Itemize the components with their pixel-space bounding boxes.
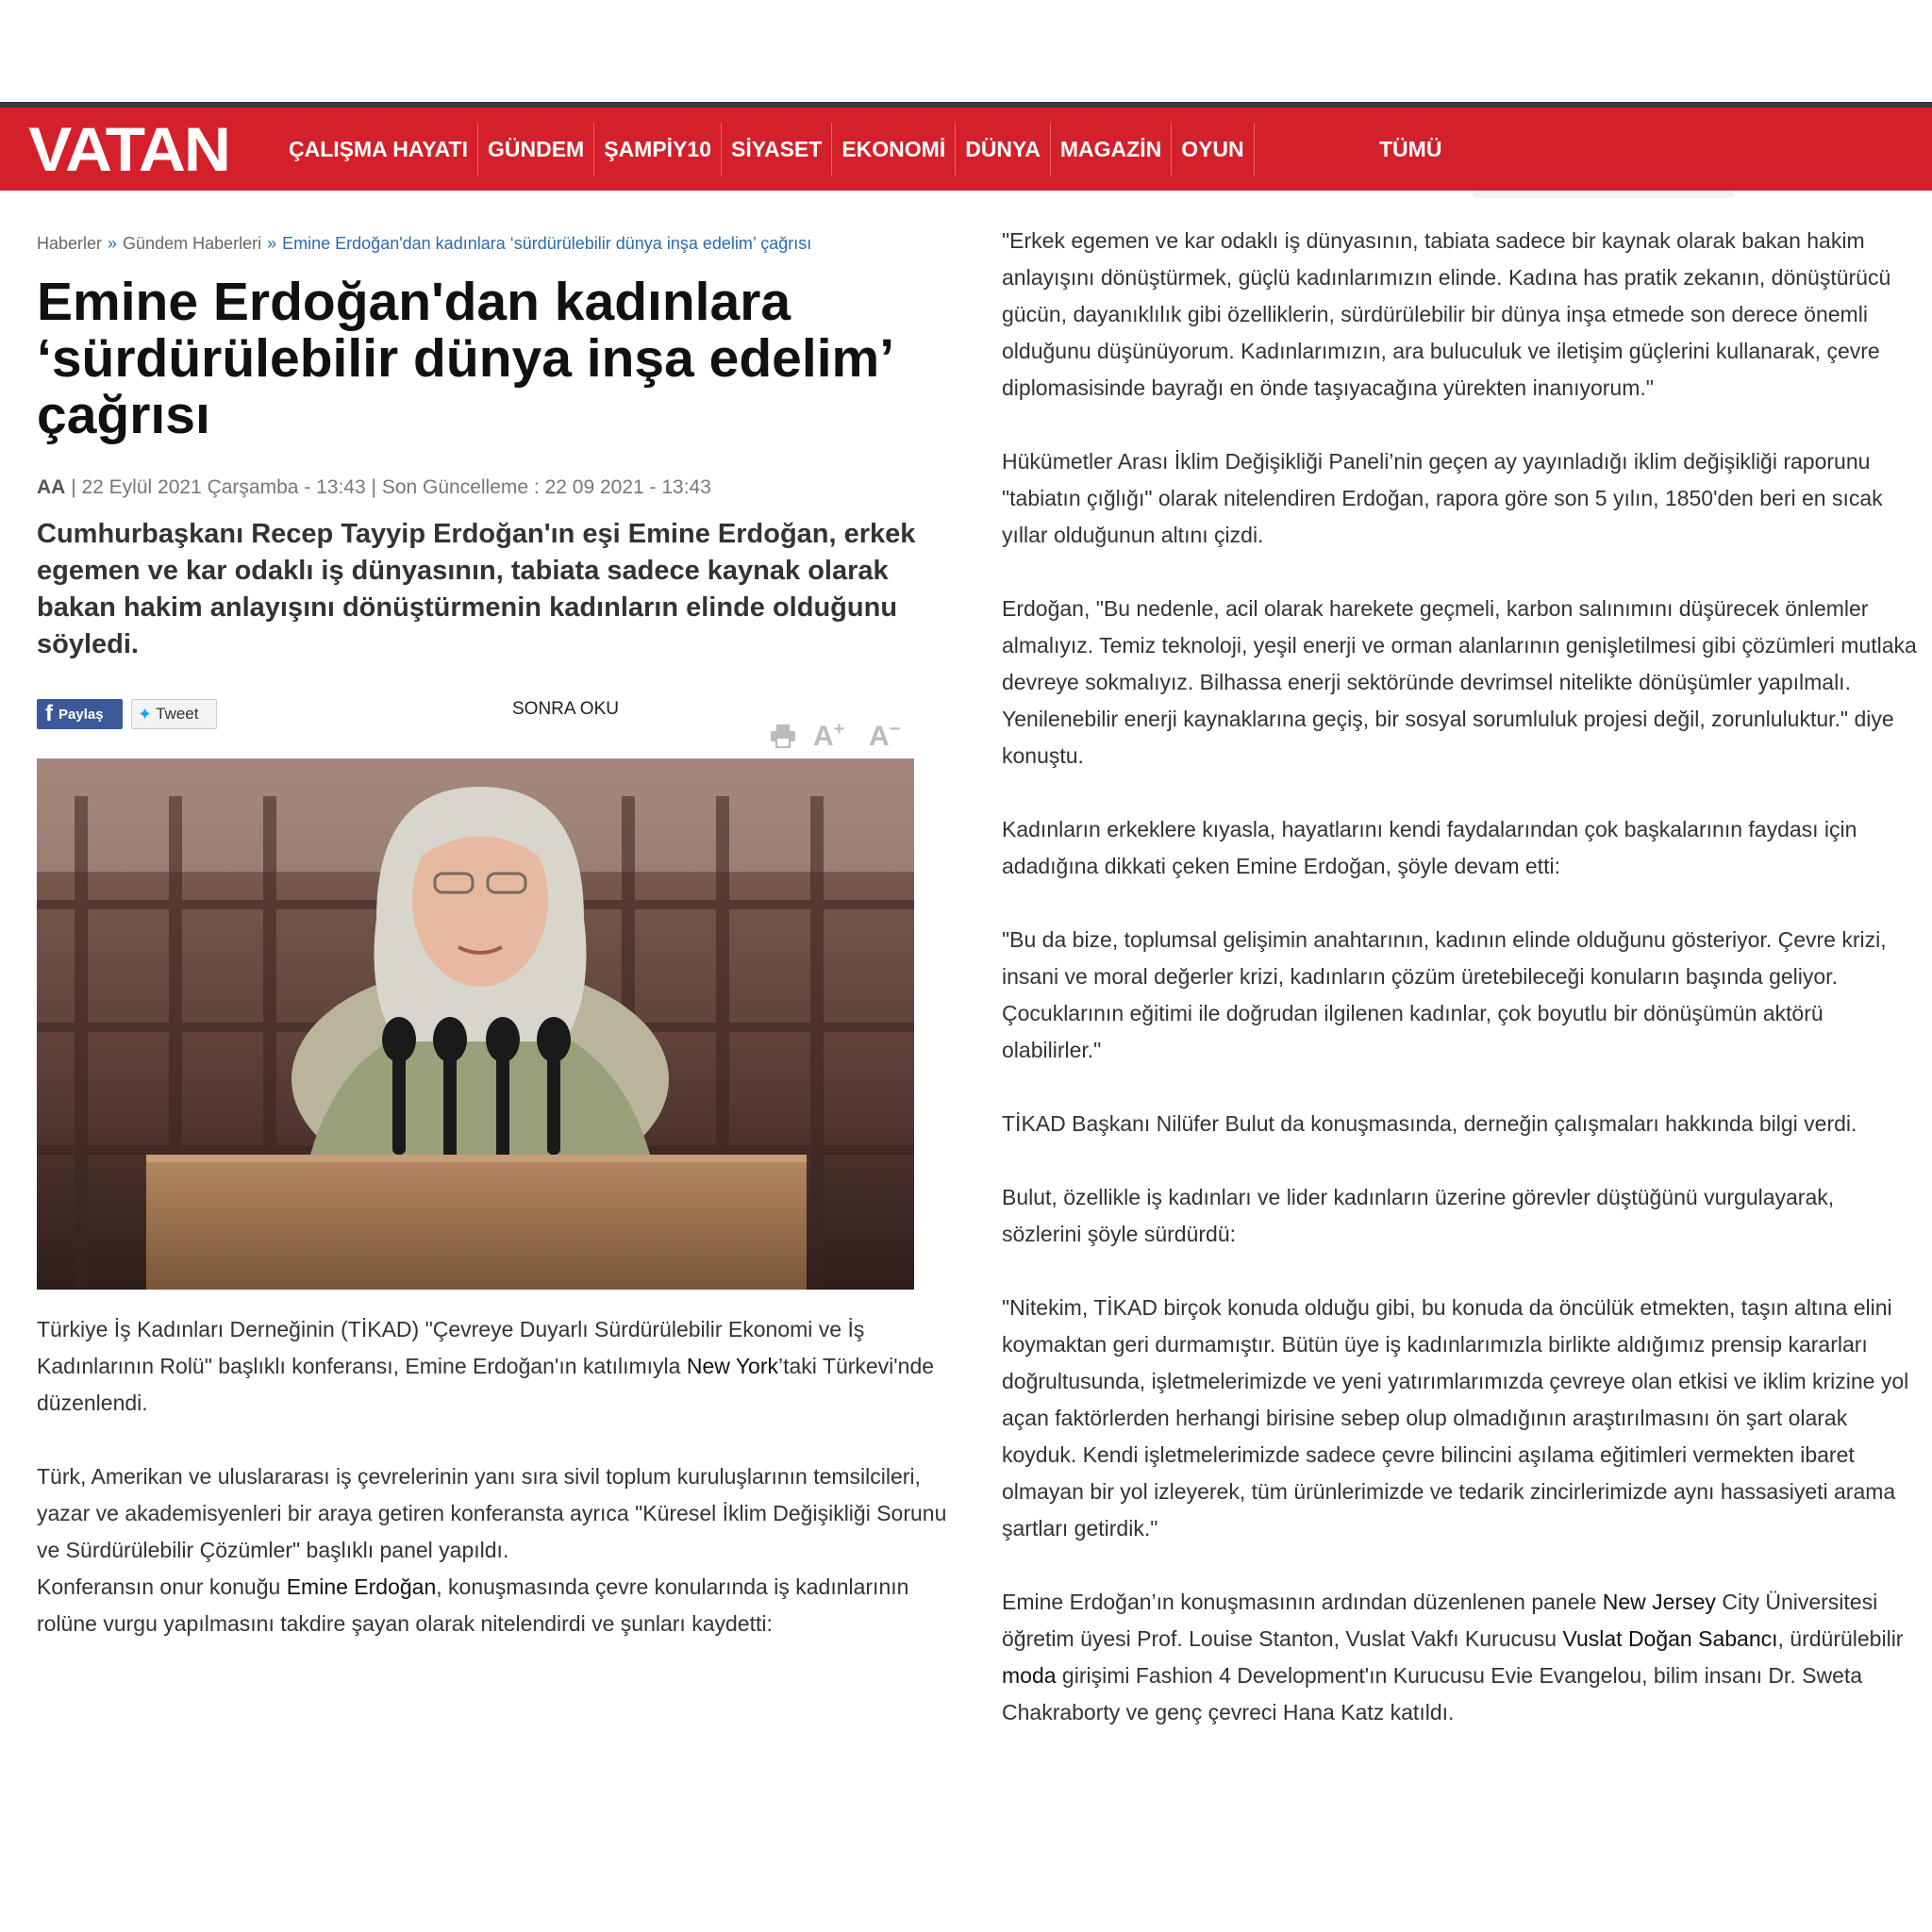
meta-separator: | [371, 476, 382, 498]
breadcrumb-separator: » [267, 234, 277, 253]
body-paragraph: TİKAD Başkanı Nilüfer Bulut da konuşmasında, derneğin çalışmaları hakkında bilgi verdi. [1002, 1111, 1857, 1136]
emine-erdogan-link[interactable]: Emine Erdoğan [286, 1574, 437, 1599]
breadcrumb-haberler[interactable]: Haberler [37, 234, 103, 253]
article-source: AA [37, 476, 66, 498]
nav-item-gundem[interactable]: GÜNDEM [478, 123, 594, 175]
vuslat-dogan-sabanci-link[interactable]: Vuslat Doğan Sabancı [1562, 1626, 1778, 1651]
plus-icon: + [833, 719, 845, 740]
body-paragraph [37, 1311, 961, 1422]
body-text: , ürdürülebilir [1777, 1626, 1904, 1651]
body-text: Emine Erdoğan’ın konuşmasının ardından düzenlenen panele [1002, 1590, 1603, 1614]
article-body-right [1002, 223, 1917, 1768]
meta-separator: | [71, 476, 82, 498]
body-paragraph: Kadınların erkeklere kıyasla, hayatlarını kendi faydalarından çok başkalarının faydası için adadığına dikkati çeken Emine Erdoğan, şöyle devam etti: [1002, 817, 1857, 878]
font-decrease-button[interactable] [869, 719, 900, 753]
body-paragraph: "Erkek egemen ve kar odaklı iş dünyasının, tabiata sadece bir kaynak olarak bakan hakim anlayışını dönüştürmek, güçlü kadınlarımızın elinde. Kadına has pratik zekanın, dönüştürücü gücün, dayanıklılık gibi özelliklerin, sürdürülebilir bir dünya inşa etmede son derece önemli olduğunu düşünüyorum. Kadınlarımızın, ara buluculuk ve iletişim güçlerini kullanarak, çevre diplomasisinde bayrağı en önde taşıyacağına yürekten inanıyorum." [1002, 228, 1891, 400]
article-body-left [37, 1311, 961, 1642]
body-text: girişimi Fashion 4 Development'ın Kurucusu Evie Evangelou, bilim insanı Dr. Sweta Chakraborty ve genç çevreci Hana Katz katıldı. [1002, 1663, 1863, 1724]
tweet-button[interactable] [131, 699, 217, 729]
nav-menu [270, 123, 1255, 175]
nav-item-magazin[interactable]: MAGAZİN [1051, 123, 1172, 175]
top-whitespace [0, 0, 1932, 102]
body-text: Türkiye İş Kadınları Derneğinin (TİKAD) "Çevreye Duyarlı Sürdürülebilir Ekonomi ve İş Kadınlarının Rolü" başlıklı konferansı, Emine Erdoğan'ın katılımıyla [37, 1317, 865, 1378]
nav-item-calisma-hayati[interactable]: ÇALIŞMA HAYATI [270, 123, 478, 175]
facebook-icon: f [45, 701, 53, 726]
facebook-share-button[interactable] [37, 699, 123, 729]
font-decrease-label: A [869, 721, 890, 752]
new-jersey-link[interactable]: New Jersey [1602, 1590, 1716, 1614]
vatan-logo[interactable]: VATAN [28, 114, 229, 184]
main-navbar [0, 108, 1932, 191]
nav-item-siyaset[interactable]: SİYASET [722, 123, 832, 175]
breadcrumb-gundem-haberleri[interactable]: Gündem Haberleri [123, 234, 262, 253]
body-text: Konferansın onur konuğu [37, 1574, 287, 1599]
nav-item-ekonomi[interactable]: EKONOMİ [832, 123, 956, 175]
article-updated: Son Güncelleme : 22 09 2021 - 13:43 [381, 476, 711, 498]
body-paragraph [37, 1458, 961, 1642]
body-text: Türk, Amerikan ve uluslararası iş çevrelerinin yanı sıra sivil toplum kuruluşlarının temsilcileri, yazar ve akademisyenleri bir araya getiren konferansta ayrıca "Küresel İklim Değişikliği Sorunu ve Sürdürülebilir Çözümler" başlıklı panel yapıldı. [37, 1464, 947, 1562]
twitter-bird-icon: ✦ [138, 704, 153, 724]
moda-link[interactable]: moda [1002, 1663, 1057, 1688]
facebook-share-label: Paylaş [58, 706, 104, 723]
body-text: , konuşmasında çevre konularında iş kadınlarının rolüne vurgu yapılmasını takdire şayan olarak nitelendirdi ve şunları kaydetti: [37, 1574, 909, 1636]
nav-item-oyun[interactable]: OYUN [1172, 123, 1254, 175]
tweet-label: Tweet [156, 705, 199, 723]
body-paragraph: Hükümetler Arası İklim Değişikliği Paneli’nin geçen ay yayınladığı iklim değişikliği raporunu "tabiatın çığlığı" olarak nitelendiren Erdoğan, rapora göre son 5 yılın, 1850'den beri en sıcak yıllar olduğunun altını çizdi. [1002, 449, 1883, 547]
breadcrumb-current[interactable]: Emine Erdoğan'dan kadınlara ‘sürdürülebilir dünya inşa edelim’ çağrısı [282, 234, 812, 253]
article-date: 22 Eylül 2021 Çarşamba - 13:43 [81, 476, 366, 498]
article-lead: Cumhurbaşkanı Recep Tayyip Erdoğan'ın eşi Emine Erdoğan, erkek egemen ve kar odaklı iş dünyasının, tabiata sadece kaynak olarak bakan hakim anlayışını dönüştürmenin kadınların elinde olduğunu söyledi. [37, 519, 916, 659]
body-paragraph: "Nitekim, TİKAD birçok konuda olduğu gibi, bu konuda da öncülük etmekten, taşın altına elini koymaktan geri durmamıştır. Bütün üye iş kadınlarımızla birlikte aldığımız prensip kararları doğrultusunda, işletmelerimizde ve yeni yatırımlarımızda çevreye olan etkisi ve iklim krizine yol açan faktörlerden herhangi birisine sebep olup olmadığının araştırılmasını ön şart olarak koyduk. Kendi işletmelerimizde sadece çevre bilincini aşılama eğitimleri vermekten ibaret olmayan bir yol izleyerek, tüm ürünlerimizde ve tedarik zincirlerimizde aynı hassasiyeti arama şartları getirdik." [1002, 1295, 1909, 1541]
breadcrumb [37, 234, 811, 254]
body-text: ’taki Türkevi'nde düzenlendi. [37, 1354, 935, 1415]
article-meta [37, 476, 711, 499]
body-paragraph: Erdoğan, "Bu nedenle, acil olarak harekete geçmeli, karbon salınımını düşürecek önlemler almalıyız. Temiz teknoloji, yeşil enerji ve orman alanlarının genişletilmesi gibi çözümleri mutlaka devreye sokmalıyız. Bilhassa enerji sektöründe devrimsel nitelikte dönüşümler yapılmalı. Yenilenebilir enerji kaynaklarına geçiş, bir sosyal sorumluluk projesi değil, zorunluluktur." diye konuştu. [1002, 596, 1917, 768]
body-text: City Üniversitesi öğretim üyesi Prof. Louise Stanton, Vuslat Vakfı Kurucusu [1002, 1590, 1878, 1651]
nav-dropdown-shadow [1474, 191, 1734, 198]
font-increase-button[interactable] [813, 719, 844, 753]
nav-item-tumu[interactable]: TÜMÜ [1379, 137, 1442, 161]
breadcrumb-separator: » [108, 234, 118, 253]
nav-item-sampiy10[interactable]: ŞAMPİY10 [594, 123, 722, 175]
minus-icon: − [889, 719, 901, 740]
article-photo [37, 758, 914, 1290]
article-title: Emine Erdoğan'dan kadınlara ‘sürdürülebilir dünya inşa edelim’ çağrısı [37, 272, 891, 445]
read-later-button[interactable]: SONRA OKU [512, 699, 619, 719]
nav-item-dunya[interactable]: DÜNYA [956, 123, 1051, 175]
body-paragraph [1002, 1584, 1917, 1731]
print-icon[interactable] [770, 724, 796, 748]
body-paragraph: "Bu da bize, toplumsal gelişimin anahtarının, kadının elinde olduğunu gösteriyor. Çevre krizi, insani ve moral değerler krizi, kadınların çözüm üretebileceği konuların başında geliyor. Çocuklarının eğitimi ile doğrudan ilgilenen kadınlar, çok boyutlu bir dönüşümün aktörü olabilirler." [1002, 927, 1887, 1062]
body-paragraph: Bulut, özellikle iş kadınları ve lider kadınların üzerine görevler düştüğünü vurgulayarak, sözlerini şöyle sürdürdü: [1002, 1185, 1835, 1246]
font-increase-label: A [813, 721, 834, 752]
new-york-link[interactable]: New York [686, 1354, 779, 1378]
